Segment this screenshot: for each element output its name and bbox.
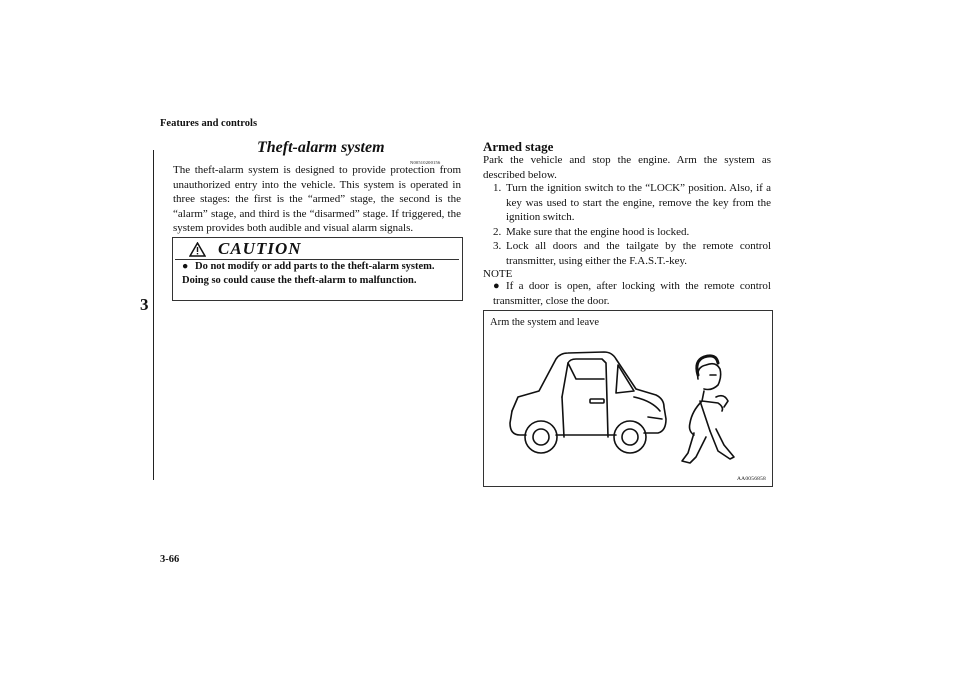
step-number: 2. — [493, 225, 502, 238]
step-number: 3. — [493, 240, 502, 252]
running-header: Features and controls — [160, 118, 258, 129]
armed-steps-list — [483, 181, 771, 268]
figure-caption: Arm the system and leave — [490, 317, 600, 328]
chapter-tab-rule — [153, 150, 154, 480]
car-and-person-illustration — [484, 311, 772, 486]
figure-code: AA0056858 — [737, 476, 766, 482]
step-text: Turn the ignition switch to the “LOCK” position. Also, if a key was used to start the engine, remove the key from the ignition switch. — [506, 182, 771, 223]
caution-text: Do not modify or add parts to the theft-alarm system. Doing so could cause the theft-alarm to malfunction. — [182, 261, 435, 286]
bullet-icon: ● — [493, 280, 500, 292]
armed-intro: Park the vehicle and stop the engine. Arm the system as described below. — [483, 154, 771, 181]
figure-box — [483, 310, 773, 487]
caution-title: CAUTION — [218, 239, 302, 258]
page-number: 3-66 — [160, 554, 180, 565]
note-text: If a door is open, after locking with the remote control transmitter, close the door. — [493, 280, 771, 307]
intro-paragraph: The theft-alarm system is designed to provide protection from unauthorized entry into the vehicle. This system is operated in three stages: the first is the “armed” stage, the second is the “alarm” stage, and third is the “disarmed” stage. If triggered, the system provides both audible and visual alarm signals. — [173, 164, 461, 234]
step-text: Lock all doors and the tailgate by the remote control transmitter, using either the F.A.S.T.-key. — [506, 240, 771, 267]
warning-triangle-icon — [189, 242, 206, 257]
bullet-icon: ● — [182, 261, 189, 272]
section-title: Theft-alarm system — [257, 139, 385, 156]
note-label: NOTE — [483, 268, 513, 280]
section-ref-code: N00510200156 — [410, 160, 441, 165]
step-item — [483, 225, 771, 240]
step-item — [483, 181, 771, 225]
caution-box — [172, 237, 463, 301]
caution-text-block — [182, 260, 457, 287]
chapter-tab-number: 3 — [140, 295, 149, 314]
step-number: 1. — [493, 182, 502, 194]
caution-header — [189, 239, 302, 259]
note-text-block — [493, 279, 771, 308]
step-item — [483, 239, 771, 268]
armed-stage-title: Armed stage — [483, 139, 554, 154]
step-text: Make sure that the engine hood is locked. — [506, 225, 690, 238]
